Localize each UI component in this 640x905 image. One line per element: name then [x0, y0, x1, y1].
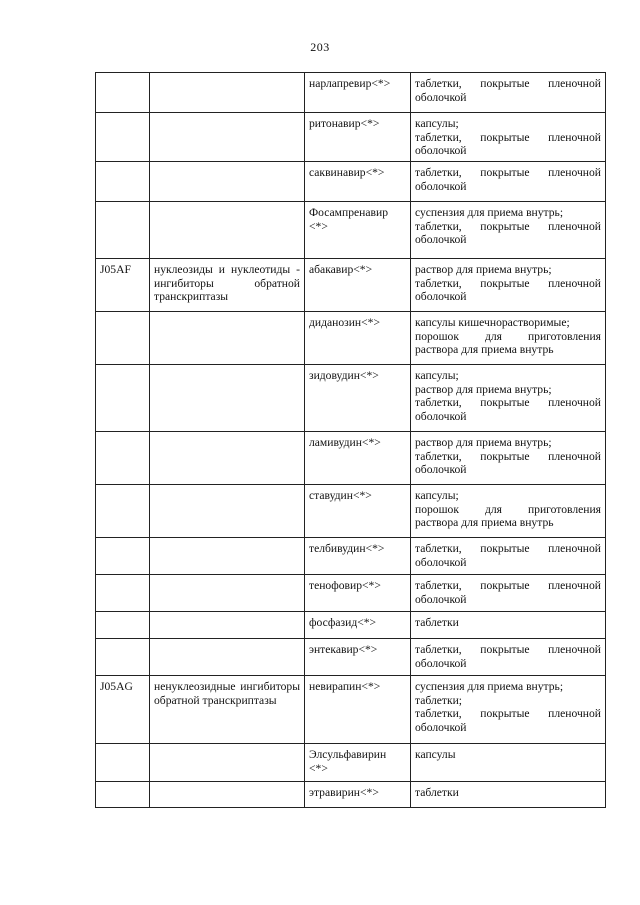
dosage-form-line: таблетки, покрытые пленочной [415, 130, 601, 144]
atc-code-cell [96, 639, 150, 676]
dosage-form-cell [411, 639, 606, 676]
dosage-form-line: оболочкой [415, 290, 467, 304]
table-row [96, 162, 606, 202]
pharmacological-group-cell [150, 73, 305, 113]
atc-code-cell [96, 782, 150, 808]
dosage-form-line: таблетки, покрытые пленочной [415, 643, 601, 656]
dosage-form-line: оболочкой [415, 555, 467, 569]
drug-name-cell: этравирин<*> [305, 782, 411, 808]
pharmacological-group-cell [150, 365, 305, 432]
dosage-form-line: суспензия для приема внутрь; [415, 680, 564, 693]
dosage-form-line: таблетки, покрытые пленочной [415, 276, 601, 290]
drug-name-cell: Элсульфавирин <*> [305, 744, 411, 782]
drug-name-cell: невирапин<*> [305, 676, 411, 744]
pharmacological-group-cell [150, 432, 305, 485]
dosage-form-line: таблетки, покрытые пленочной [415, 707, 601, 721]
pharmacological-group-cell [150, 639, 305, 676]
dosage-form-line: таблетки, покрытые пленочной [415, 77, 601, 90]
dosage-form-line: таблетки, покрытые пленочной [415, 449, 601, 463]
table-row [96, 365, 606, 432]
dosage-form-cell [411, 612, 606, 639]
drug-name-cell: ламивудин<*> [305, 432, 411, 485]
dosage-form-cell [411, 162, 606, 202]
table-row [96, 575, 606, 612]
drug-name-cell: диданозин<*> [305, 312, 411, 365]
table-row [96, 202, 606, 259]
dosage-form-line: капсулы [415, 748, 456, 761]
pharmacological-group-cell: нуклеозиды и нуклеотиды - ингибиторы обратной транскриптазы [150, 259, 305, 312]
dosage-form-line: таблетки, покрытые пленочной [415, 579, 601, 592]
drug-name-cell: ставудин<*> [305, 485, 411, 538]
dosage-form-line: капсулы; [415, 489, 459, 502]
table-row [96, 782, 606, 808]
pharmacological-group-cell [150, 782, 305, 808]
table-row [96, 538, 606, 575]
dosage-form-line: капсулы кишечнорастворимые; [415, 316, 570, 329]
pharmacological-group-cell [150, 538, 305, 575]
dosage-form-cell [411, 113, 606, 162]
drug-name-cell: ритонавир<*> [305, 113, 411, 162]
dosage-form-cell [411, 782, 606, 808]
drug-table [95, 72, 606, 808]
dosage-form-cell [411, 202, 606, 259]
dosage-form-line: раствора для приема внутрь [415, 343, 554, 357]
drug-name-cell: абакавир<*> [305, 259, 411, 312]
dosage-form-line: таблетки [415, 786, 459, 799]
dosage-form-cell [411, 432, 606, 485]
atc-code-cell [96, 612, 150, 639]
atc-code-cell [96, 485, 150, 538]
page-number: 203 [310, 40, 330, 54]
dosage-form-line: оболочкой [415, 233, 467, 247]
dosage-form-cell [411, 485, 606, 538]
drug-name-cell: зидовудин<*> [305, 365, 411, 432]
dosage-form-cell [411, 73, 606, 113]
table-row [96, 639, 606, 676]
dosage-form-cell [411, 575, 606, 612]
dosage-form-cell [411, 365, 606, 432]
dosage-form-line: таблетки; [415, 693, 463, 707]
table-row [96, 432, 606, 485]
table-row [96, 259, 606, 312]
dosage-form-line: оболочкой [415, 90, 467, 104]
dosage-form-line: оболочкой [415, 463, 467, 477]
dosage-form-line: оболочкой [415, 409, 467, 423]
drug-name-cell: тенофовир<*> [305, 575, 411, 612]
table-row [96, 312, 606, 365]
dosage-form-line: таблетки, покрытые пленочной [415, 396, 601, 410]
dosage-form-line: таблетки [415, 616, 459, 629]
dosage-form-line: раствор для приема внутрь; [415, 436, 552, 449]
pharmacological-group-cell [150, 162, 305, 202]
table-row [96, 744, 606, 782]
drug-name-cell: телбивудин<*> [305, 538, 411, 575]
dosage-form-line: оболочкой [415, 656, 467, 670]
dosage-form-cell [411, 744, 606, 782]
dosage-form-line: раствор для приема внутрь; [415, 263, 552, 276]
dosage-form-line: оболочкой [415, 592, 467, 606]
dosage-form-line: порошок для приготовления [415, 329, 601, 343]
dosage-form-line: оболочкой [415, 720, 467, 734]
dosage-form-line: порошок для приготовления [415, 502, 601, 516]
pharmacological-group-cell [150, 113, 305, 162]
dosage-form-cell [411, 676, 606, 744]
dosage-form-line: таблетки, покрытые пленочной [415, 219, 601, 233]
atc-code-cell [96, 575, 150, 612]
drug-name-cell: саквинавир<*> [305, 162, 411, 202]
dosage-form-cell [411, 259, 606, 312]
atc-code-cell [96, 365, 150, 432]
pharmacological-group-cell [150, 312, 305, 365]
dosage-form-line: таблетки, покрытые пленочной [415, 542, 601, 555]
table-row [96, 73, 606, 113]
table-row [96, 612, 606, 639]
pharmacological-group-cell [150, 485, 305, 538]
atc-code-cell [96, 432, 150, 485]
dosage-form-line: капсулы; [415, 369, 459, 382]
pharmacological-group-cell [150, 744, 305, 782]
atc-code-cell [96, 202, 150, 259]
atc-code-cell [96, 312, 150, 365]
dosage-form-line: раствор для приема внутрь; [415, 382, 552, 396]
drug-name-cell: энтекавир<*> [305, 639, 411, 676]
dosage-form-line: капсулы; [415, 117, 459, 130]
atc-code-cell [96, 73, 150, 113]
pharmacological-group-cell [150, 575, 305, 612]
atc-code-cell [96, 538, 150, 575]
pharmacological-group-cell [150, 612, 305, 639]
dosage-form-line: оболочкой [415, 144, 467, 158]
table-row [96, 485, 606, 538]
drug-name-cell: фосфазид<*> [305, 612, 411, 639]
table-row [96, 676, 606, 744]
atc-code-cell: J05AF [96, 259, 150, 312]
pharmacological-group-cell: ненуклеозидные ингибиторы обратной транскриптазы [150, 676, 305, 744]
dosage-form-line: таблетки, покрытые пленочной [415, 166, 601, 179]
dosage-form-line: раствора для приема внутрь [415, 516, 554, 530]
atc-code-cell [96, 744, 150, 782]
table-row [96, 113, 606, 162]
dosage-form-line: суспензия для приема внутрь; [415, 206, 564, 219]
drug-name-cell: нарлапревир<*> [305, 73, 411, 113]
atc-code-cell [96, 113, 150, 162]
dosage-form-cell [411, 538, 606, 575]
dosage-form-line: оболочкой [415, 179, 467, 193]
dosage-form-cell [411, 312, 606, 365]
pharmacological-group-cell [150, 202, 305, 259]
atc-code-cell [96, 162, 150, 202]
atc-code-cell: J05AG [96, 676, 150, 744]
drug-name-cell: Фосампренавир <*> [305, 202, 411, 259]
